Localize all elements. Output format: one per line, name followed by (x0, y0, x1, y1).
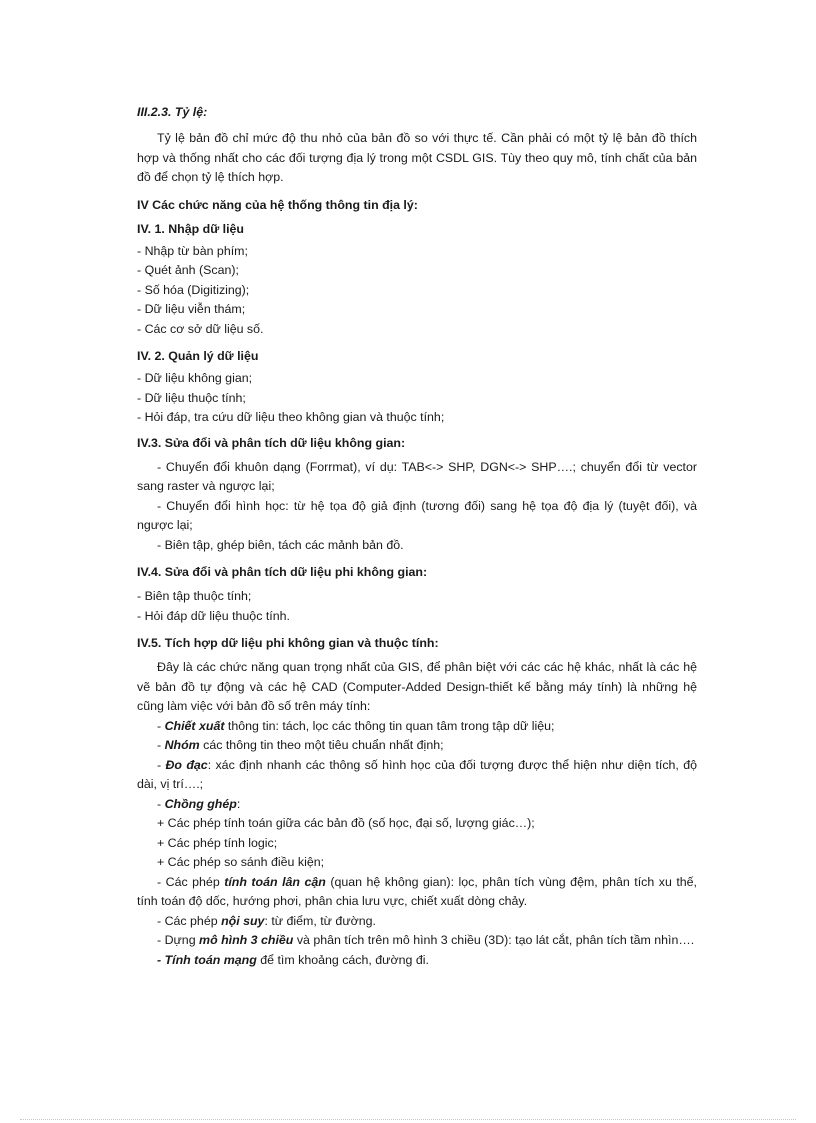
list-item: - Dữ liệu không gian; (137, 371, 253, 385)
dash: - (157, 757, 166, 772)
item-neighbor (137, 873, 697, 912)
item-group (137, 736, 697, 756)
item-text: các thông tin theo một tiêu chuẩn nhất định; (199, 738, 444, 752)
item-network (137, 951, 697, 971)
list-item: - Các cơ sở dữ liệu số. (137, 321, 264, 336)
paragraph-integration-intro: Đây là các chức năng quan trọng nhất của GIS, để phân biệt với các các hệ khác, nhất là các hệ vẽ bản đồ tự động và các hệ CAD (Computer-Added Design-thiết kế bằng máy tính) là những hệ cũng làm việc với bản đồ số trên máy tính: (137, 660, 697, 713)
heading-4-2: IV. 2. Quản lý dữ liệu (137, 349, 259, 363)
item-extract (137, 717, 697, 737)
item-text: thông tin: tách, lọc các thông tin quan tâm trong tập dữ liệu; (224, 718, 555, 733)
term-3d-model: mô hình 3 chiều (199, 933, 294, 947)
term-neighbor: tính toán lân cận (224, 874, 326, 889)
list-item: - Quét ảnh (Scan); (137, 263, 239, 277)
term-group: Nhóm (164, 738, 200, 752)
item-overlay (137, 795, 697, 815)
item-prefix: - Các phép (157, 874, 225, 889)
heading-4-1: IV. 1. Nhập dữ liệu (137, 221, 244, 236)
term-measure: Đo đạc (165, 757, 208, 772)
list-attribute-analysis (137, 587, 697, 626)
list-item: - Hỏi đáp dữ liệu thuộc tính. (137, 608, 290, 623)
list-item: - Chuyển đổi hình học: từ hệ tọa độ giả định (tương đối) sang hệ tọa độ địa lý (tuyệt đối), và ngược lại; (137, 498, 697, 532)
heading-4: IV Các chức năng của hệ thống thông tin địa lý: (137, 197, 418, 212)
overlay-item: + Các phép tính logic; (157, 835, 278, 850)
term-network: - Tính toán mạng (157, 952, 257, 967)
list-item: - Biên tập thuộc tính; (137, 589, 252, 603)
list-item: - Dữ liệu thuộc tính; (137, 390, 246, 405)
dash: - (157, 738, 165, 752)
term-overlay: Chồng ghép (164, 796, 237, 811)
paragraph-scale: Tỷ lệ bản đồ chỉ mức độ thu nhỏ của bản đồ so với thực tế. Cần phải có một tỷ lệ bản đồ thích hợp và thống nhất cho các đối tượng địa lý trong một CSDL GIS. Tùy theo quy mô, tính chất của bản đồ để chọn tỷ lệ thích hợp. (137, 131, 697, 184)
list-item: - Hỏi đáp, tra cứu dữ liệu theo không gian và thuộc tính; (137, 410, 445, 424)
term-interp: nội suy (221, 913, 265, 928)
list-data-input (137, 242, 697, 340)
heading-4-3: IV.3. Sửa đổi và phân tích dữ liệu không gian: (137, 435, 406, 450)
heading-3-2-3: III.2.3. Tỷ lệ: (137, 105, 208, 119)
item-prefix: - Các phép (157, 913, 222, 928)
item-text: (quan hệ không gian): lọc, phân tích vùng đệm, phân tích xu thế, tính toán độ dốc, hướng phơi, phân chia lưu vực, chiết xuất dòng chảy. (137, 874, 697, 908)
list-spatial-analysis (137, 458, 697, 556)
list-item: - Dữ liệu viễn thám; (137, 302, 246, 316)
item-3d-model (137, 931, 697, 951)
list-item: - Biên tập, ghép biên, tách các mảnh bản đồ. (157, 537, 404, 552)
term-extract: Chiết xuất (164, 718, 225, 733)
list-item: - Số hóa (Digitizing); (137, 282, 250, 297)
document-body (137, 103, 697, 970)
item-prefix: - Dựng (157, 933, 200, 947)
item-measure (137, 756, 697, 795)
page-bottom-divider (20, 1119, 796, 1120)
heading-4-4: IV.4. Sửa đổi và phân tích dữ liệu phi không gian: (137, 565, 428, 579)
item-interp (137, 912, 697, 932)
item-text: : xác định nhanh các thông số hình học của đối tượng được thể hiện như diện tích, độ dài, vị trí….; (137, 757, 697, 791)
dash: - (157, 796, 165, 811)
heading-4-5: IV.5. Tích hợp dữ liệu phi không gian và thuộc tính: (137, 636, 439, 650)
item-text: : (236, 796, 241, 811)
item-text: và phân tích trên mô hình 3 chiều (3D): tạo lát cắt, phân tích tầm nhìn…. (293, 933, 695, 947)
list-item: - Nhập từ bàn phím; (137, 243, 248, 258)
list-item: - Chuyển đổi khuôn dạng (Forrmat), ví dụ: TAB<-> SHP, DGN<-> SHP….; chuyển đổi từ vector sang raster và ngược lại; (137, 459, 697, 493)
item-text: : từ điểm, từ đường. (264, 913, 376, 928)
list-data-management (137, 369, 697, 428)
dash: - (157, 718, 165, 733)
item-text: để tìm khoảng cách, đường đi. (256, 952, 429, 967)
overlay-item: + Các phép tính toán giữa các bản đồ (số học, đại số, lượng giác…); (157, 816, 535, 830)
overlay-item: + Các phép so sánh điều kiện; (157, 855, 325, 869)
